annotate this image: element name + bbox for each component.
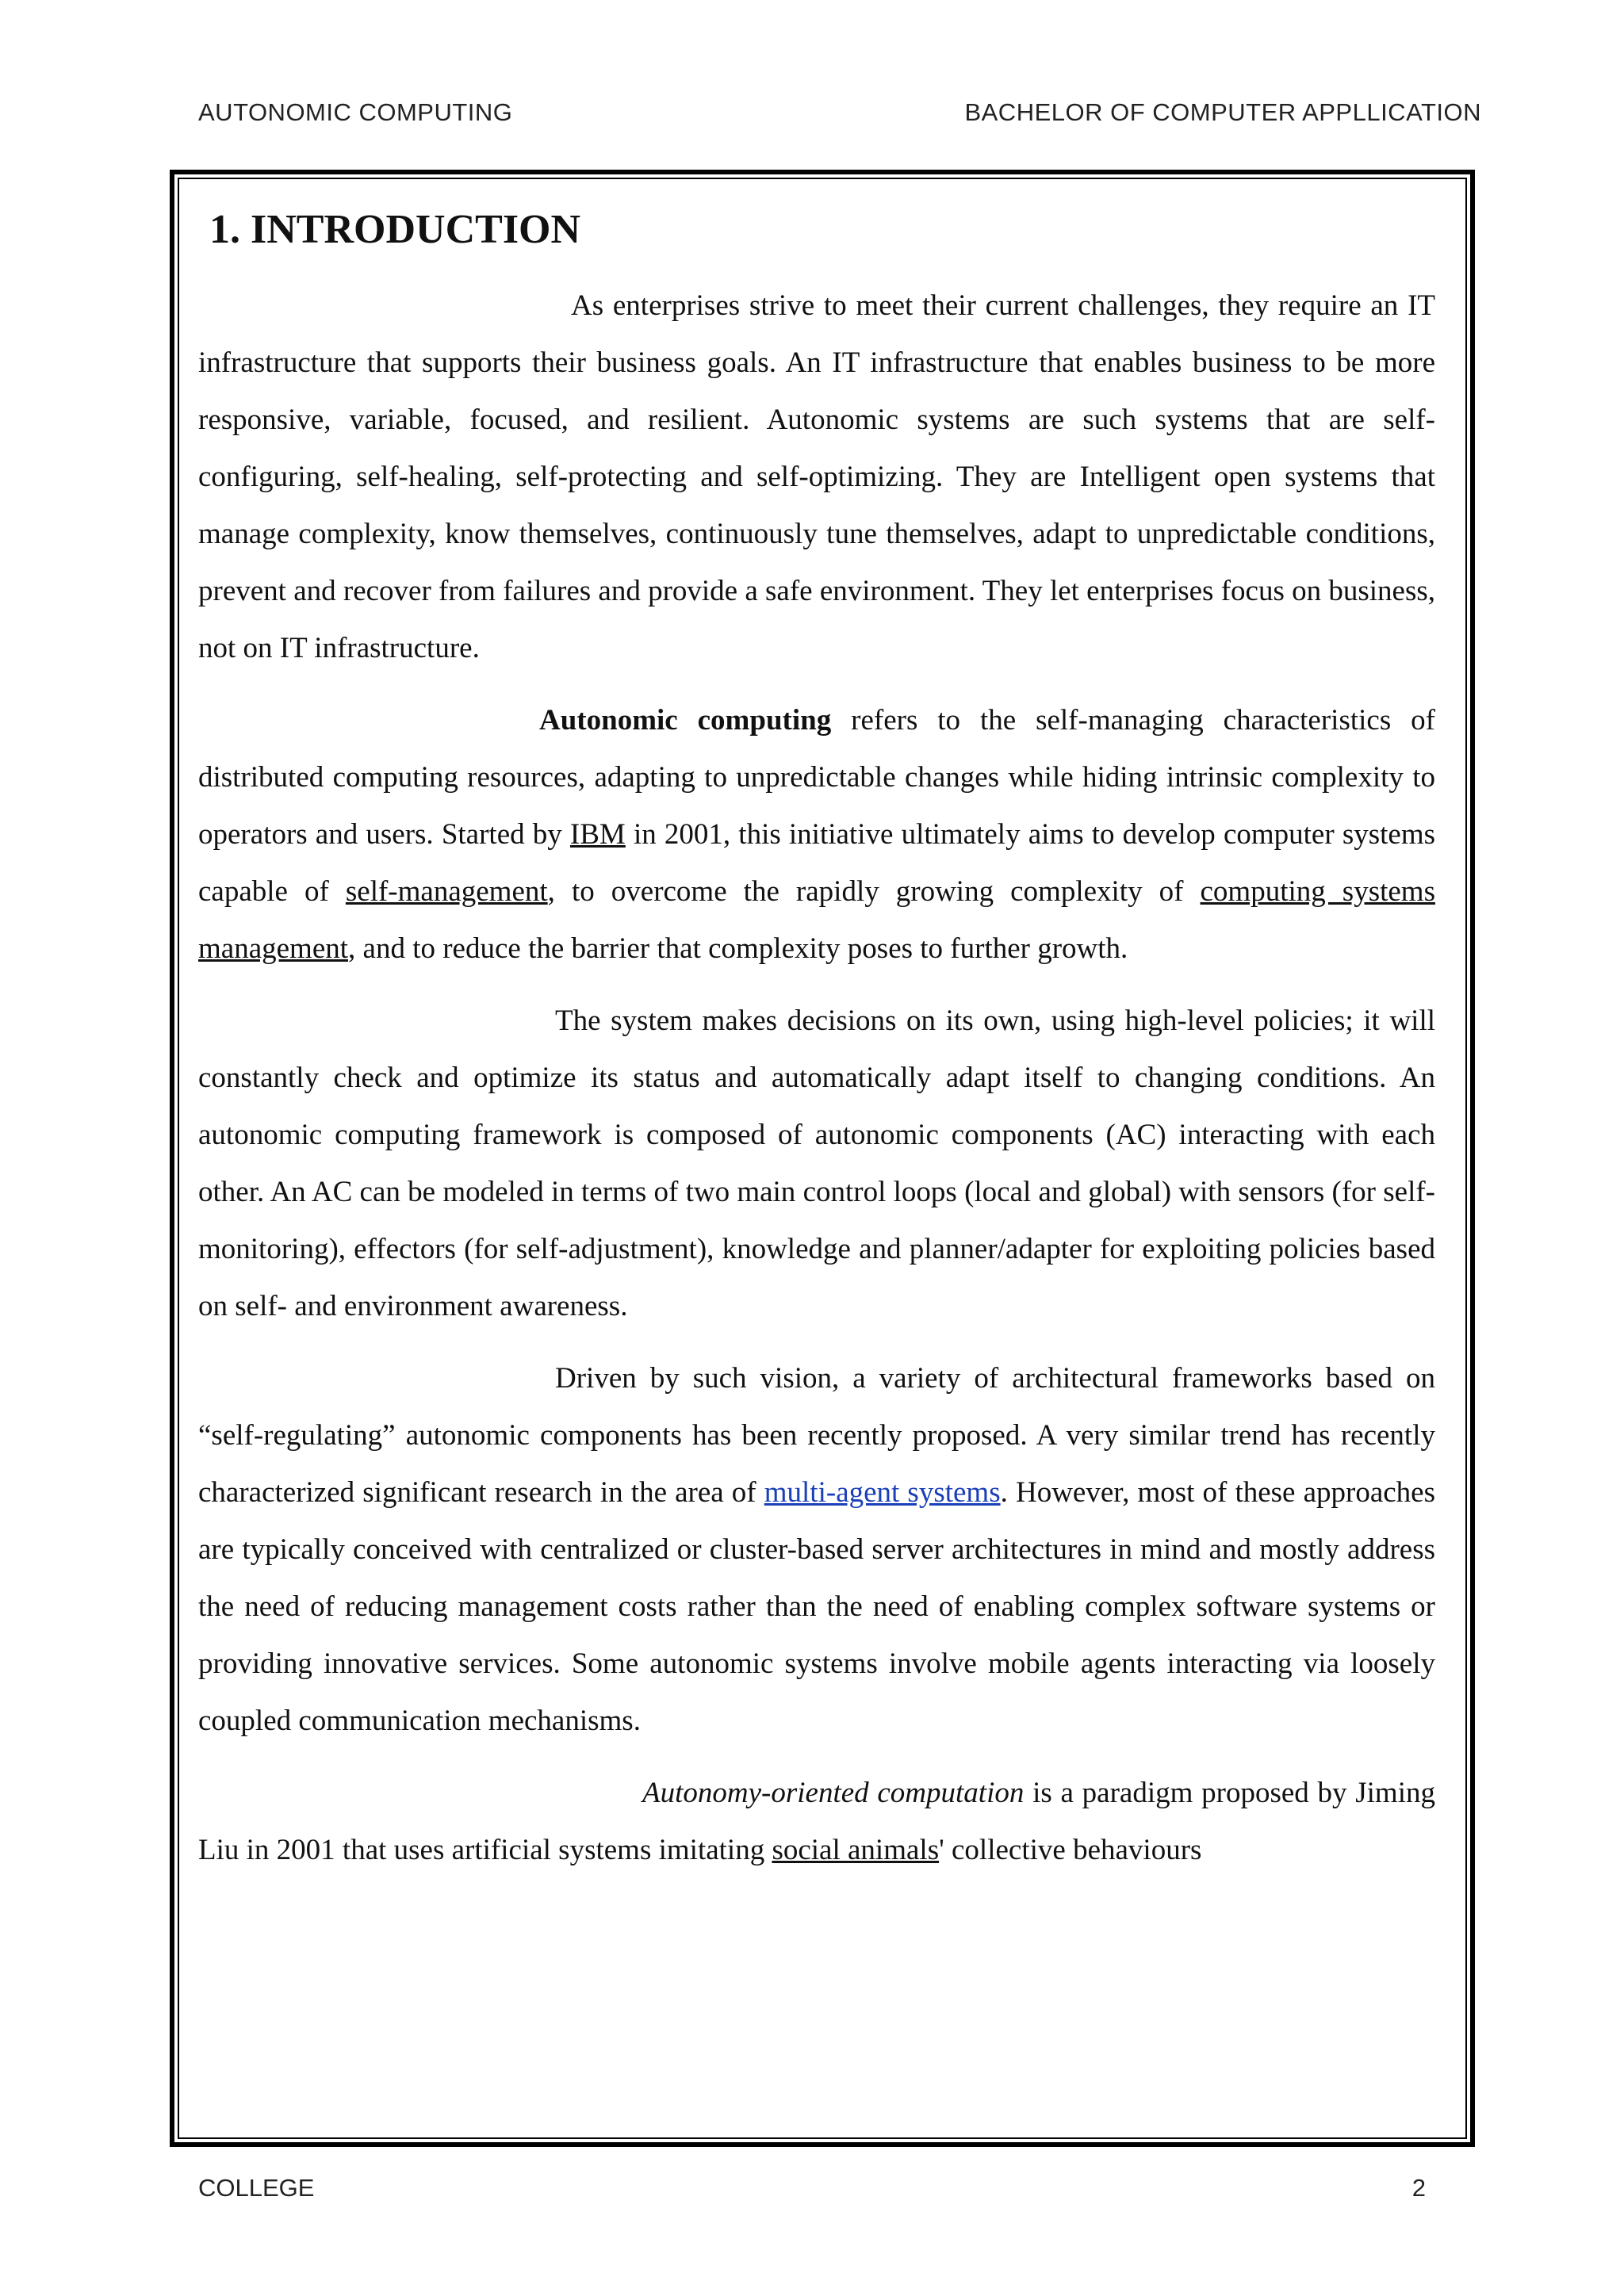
paragraph-text: As enterprises strive to meet their current challenges, they require an IT infrastructure that supports their business goals. An IT infrastructure that enables business to be more responsive, variable, focused, and resilient. Autonomic systems are such systems that are self-configuring, self-healing, self-protecting and self-optimizing. They are Intelligent open systems that manage complexity, know themselves, continuously tune themselves, adapt to unpredictable conditions, prevent and recover from failures and provide a safe environment. They let enterprises focus on business, not on IT infrastructure. [198, 289, 1435, 664]
section-heading: 1. INTRODUCTION [209, 207, 581, 252]
paragraph-architectural-frameworks [198, 1350, 1435, 1750]
paragraph-text: , to overcome the rapidly growing complexity of [547, 875, 1201, 908]
term-autonomic-computing: Autonomic computing [539, 704, 832, 737]
running-header-course: BACHELOR OF COMPUTER APPLLICATION [964, 98, 1481, 126]
paragraph-text: is a paradigm proposed by Jiming Liu in 2001 that uses artificial systems imitating [198, 1777, 1435, 1866]
paragraph-system-decisions [198, 993, 1435, 1335]
paragraph-enterprises [198, 277, 1435, 677]
running-footer-college: COLLEGE [198, 2174, 315, 2202]
paragraph-text: refers to the self-managing characteristics of distributed computing resources, adapting to unpredictable changes while hiding intrinsic complexity to operators and users. Started by [198, 704, 1435, 851]
paragraph-text: Driven by such vision, a variety of architectural frameworks based on “self-regulating” autonomic components has been recently proposed. A very similar trend has recently characterized significant research in the area of [198, 1362, 1435, 1509]
paragraph-autonomic-computing [198, 692, 1435, 978]
document-body [198, 190, 1435, 1894]
link-social-animals[interactable]: social animals [772, 1834, 940, 1866]
paragraph-text: in 2001, this initiative ultimately aims to develop computer systems capable of [198, 818, 1436, 908]
page-number: 2 [1411, 2174, 1426, 2202]
link-multi-agent-systems[interactable]: multi-agent systems [764, 1476, 1001, 1509]
paragraph-text: The system makes decisions on its own, using high-level policies; it will constantly check and optimize its status and automatically adapt itself to changing conditions. An autonomic computing framework is composed of autonomic components (AC) interacting with each other. An AC can be modeled in terms of two main control loops (local and global) with sensors (for self-monitoring), effectors (for self-adjustment), knowledge and planner/adapter for exploiting policies based on self- and environment awareness. [198, 1004, 1435, 1322]
link-ibm[interactable]: IBM [569, 818, 626, 851]
running-header-title: AUTONOMIC COMPUTING [198, 98, 513, 126]
term-autonomy-oriented-computation: Autonomy-oriented computation [642, 1777, 1025, 1809]
paragraph-text: . However, most of these approaches are typically conceived with centralized or cluster-based server architectures in mind and mostly address the need of reducing management costs rather than the need of enabling complex software systems or providing innovative services. Some autonomic systems involve mobile agents interacting via loosely coupled communication mechanisms. [198, 1476, 1436, 1737]
paragraph-text: , and to reduce the barrier that complexity poses to further growth. [348, 932, 1128, 965]
paragraph-autonomy-oriented [198, 1765, 1435, 1879]
link-self-management[interactable]: self-management [345, 875, 548, 908]
link-computing-systems-management[interactable]: computing systems management [198, 875, 1435, 965]
paragraph-text: ' collective behaviours [939, 1834, 1202, 1866]
